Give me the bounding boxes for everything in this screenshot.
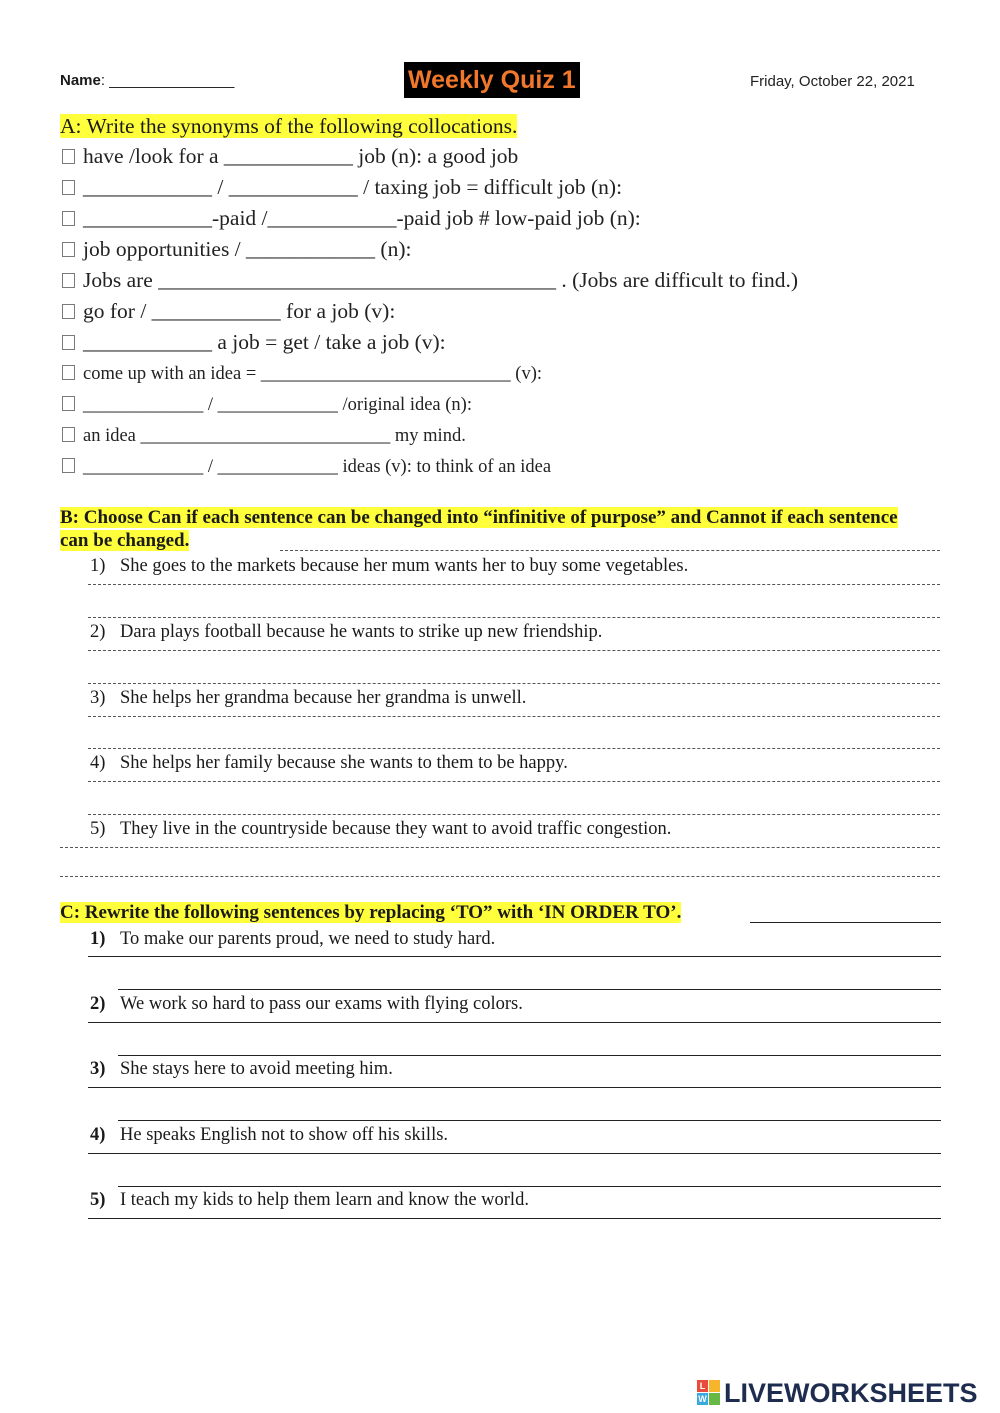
logo-block-l: L (697, 1380, 708, 1392)
answer-line[interactable] (88, 748, 940, 749)
item-sentence: She helps her grandma because her grandma is unwell. (120, 688, 527, 708)
answer-line[interactable] (88, 1022, 941, 1023)
quiz-title: Weekly Quiz 1 (404, 62, 580, 98)
section-c-title: C: Rewrite the following sentences by replacing ‘TO” with ‘IN ORDER TO’. (60, 902, 682, 923)
answer-line[interactable] (88, 814, 940, 815)
checkbox-icon (62, 211, 75, 226)
quiz-date: Friday, October 22, 2021 (750, 73, 915, 90)
section-c-item (90, 929, 495, 950)
item-sentence: We work so hard to pass our exams with flying colors. (120, 994, 523, 1014)
section-a-item: ____________ a job = get / take a job (v): (62, 330, 446, 355)
answer-line[interactable] (88, 683, 940, 684)
item-number: 4) (90, 1125, 106, 1145)
section-a-item: job opportunities / ____________ (n): (62, 237, 411, 262)
checkbox-icon (62, 149, 75, 164)
logo-block-w: W (698, 1394, 707, 1404)
section-c-item (90, 994, 523, 1015)
answer-line[interactable] (88, 1087, 941, 1088)
checkbox-icon (62, 396, 75, 411)
item-number: 2) (90, 994, 106, 1014)
checkbox-icon (62, 458, 75, 473)
checkbox-icon (62, 335, 75, 350)
item-number: 4) (90, 753, 106, 773)
item-sentence: Dara plays football because he wants to strike up new friendship. (120, 622, 603, 642)
item-sentence: To make our parents proud, we need to study hard. (120, 929, 496, 949)
section-a-item: Jobs are _____________________________________ . (Jobs are difficult to find.) (62, 268, 798, 293)
section-a-item: have /look for a ____________ job (n): a good job (62, 144, 518, 169)
answer-line[interactable] (88, 1218, 941, 1219)
answer-line[interactable] (88, 716, 940, 717)
section-b-item (90, 819, 671, 840)
section-a-item: an idea ___________________________ my mind. (62, 426, 466, 447)
section-a-item: ____________-paid /____________-paid job # low-paid job (n): (62, 206, 641, 231)
section-b-item (90, 556, 688, 577)
answer-line[interactable] (60, 876, 940, 877)
answer-line[interactable] (88, 650, 940, 651)
answer-line[interactable] (88, 781, 940, 782)
item-number: 1) (90, 929, 106, 949)
logo-text: LIVEWORKSHEETS (724, 1377, 978, 1408)
checkbox-icon (62, 365, 75, 380)
name-colon: : (100, 72, 106, 89)
logo-block-dot (709, 1380, 720, 1392)
logo-block-dot (709, 1393, 720, 1405)
section-a-item: come up with an idea = ___________________________ (v): (62, 364, 542, 385)
item-sentence: They live in the countryside because they want to avoid traffic congestion. (120, 819, 672, 839)
item-sentence: She helps her family because she wants to them to be happy. (120, 753, 568, 773)
item-sentence: She stays here to avoid meeting him. (120, 1059, 393, 1079)
item-number: 5) (90, 1190, 106, 1210)
title-rule (750, 922, 941, 923)
dashed-divider (280, 550, 940, 551)
section-a-item: _____________ / _____________ ideas (v): to think of an idea (62, 457, 551, 478)
section-a-item: _____________ / _____________ /original idea (n): (62, 395, 472, 416)
answer-line[interactable] (118, 1120, 941, 1121)
answer-line[interactable] (118, 1186, 941, 1187)
answer-line[interactable] (118, 1055, 941, 1056)
section-c-item (90, 1059, 393, 1080)
item-number: 2) (90, 622, 106, 642)
section-b-item (90, 753, 568, 774)
section-c-item (90, 1190, 529, 1211)
item-sentence: He speaks English not to show off his skills. (120, 1125, 449, 1145)
section-b-item (90, 688, 526, 709)
section-a-title: A: Write the synonyms of the following collocations. (60, 114, 518, 138)
item-sentence: I teach my kids to help them learn and know the world. (120, 1190, 529, 1210)
item-number: 1) (90, 556, 106, 576)
checkbox-icon (62, 427, 75, 442)
answer-line[interactable] (88, 617, 940, 618)
item-number: 3) (90, 1059, 106, 1079)
checkbox-icon (62, 273, 75, 288)
checkbox-icon (62, 180, 75, 195)
section-a-item: go for / ____________ for a job (v): (62, 299, 395, 324)
checkbox-icon (62, 242, 75, 257)
answer-line[interactable] (60, 847, 940, 848)
liveworksheets-logo[interactable] (697, 1378, 978, 1408)
section-b-title: B: Choose Can if each sentence can be changed into “infinitive of purpose” and Cannot if each sentence can be changed. (60, 507, 898, 551)
section-a-item: ____________ / ____________ / taxing job = difficult job (n): (62, 175, 622, 200)
answer-line[interactable] (88, 584, 940, 585)
item-number: 5) (90, 819, 106, 839)
item-number: 3) (90, 688, 106, 708)
name-label: Name: _______________ (60, 72, 235, 89)
item-sentence: She goes to the markets because her mum wants her to buy some vegetables. (120, 556, 689, 576)
liveworksheets-logo-icon (697, 1380, 721, 1406)
answer-line[interactable] (88, 1153, 941, 1154)
answer-line[interactable] (118, 989, 941, 990)
checkbox-icon (62, 304, 75, 319)
section-b-item (90, 622, 602, 643)
answer-line[interactable] (88, 956, 941, 957)
section-c-item (90, 1125, 448, 1146)
name-blank-line: _______________ (109, 72, 235, 89)
